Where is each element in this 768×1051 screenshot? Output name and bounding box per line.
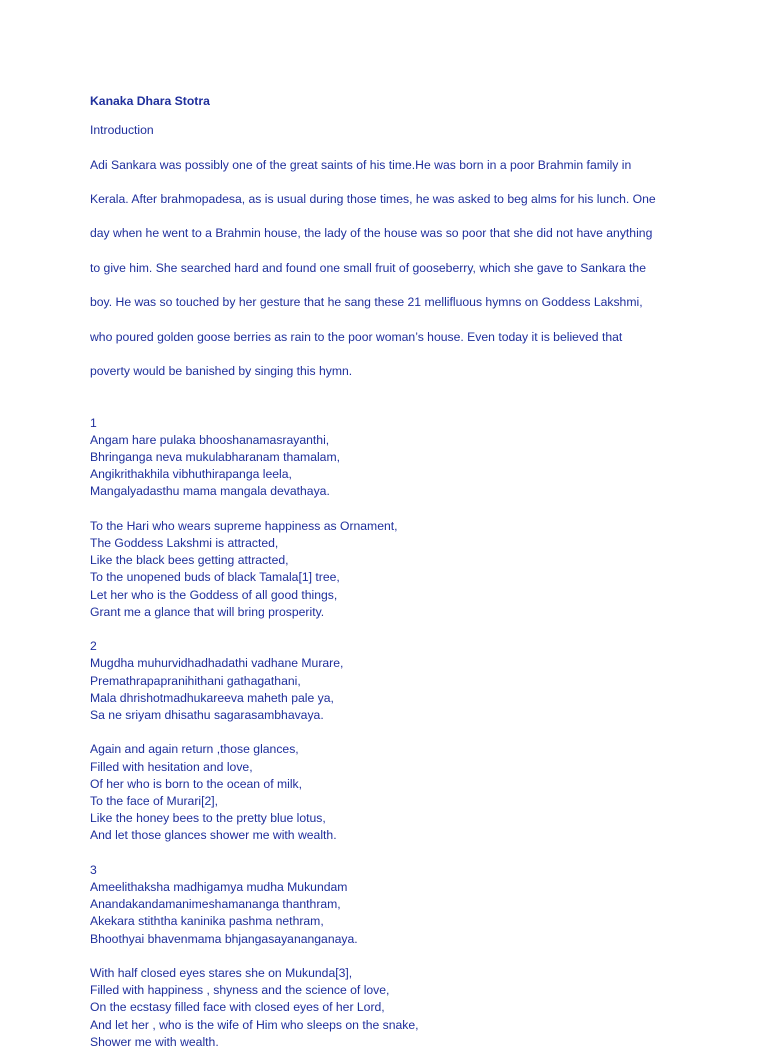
intro-paragraph: [90, 139, 690, 397]
intro-line: poverty would be banished by singing this hymn.: [90, 364, 353, 379]
verse-line: Mugdha muhurvidhadhadathi vadhane Murare,: [90, 656, 344, 671]
translation-line: Let her who is the Goddess of all good things,: [90, 587, 338, 602]
translation-line: Like the black bees getting attracted,: [90, 553, 289, 568]
stanza-section-3: [90, 862, 690, 1051]
document-page: [90, 93, 690, 1051]
translation-line: And let those glances shower me with wealth.: [90, 828, 337, 843]
translation-line: Of her who is born to the ocean of milk,: [90, 776, 303, 791]
translation-line: And let her , who is the wife of Him who sleeps on the snake,: [90, 1017, 419, 1032]
intro-heading: Introduction: [90, 123, 154, 138]
intro-line: to give him. She searched hard and found one small fruit of gooseberry, which she gave to Sankara the: [90, 260, 646, 275]
translation-line: To the Hari who wears supreme happiness as Ornament,: [90, 518, 398, 533]
stanza-number: 3: [90, 862, 97, 877]
verse-line: Angikrithakhila vibhuthirapanga leela,: [90, 467, 292, 482]
verse-line: Premathrapapranihithani gathagathani,: [90, 673, 301, 688]
stanza-translation: [90, 965, 690, 1051]
stanza-number: 2: [90, 639, 97, 654]
translation-line: With half closed eyes stares she on Mukunda[3],: [90, 966, 353, 981]
translation-line: On the ecstasy filled face with closed eyes of her Lord,: [90, 1000, 385, 1015]
translation-line: Filled with hesitation and love,: [90, 759, 253, 774]
verse-line: Bhringanga neva mukulabharanam thamalam,: [90, 450, 340, 465]
translation-line: To the unopened buds of black Tamala[1] tree,: [90, 570, 340, 585]
stanza-translation: [90, 741, 690, 844]
stanza-number: 1: [90, 415, 97, 430]
translation-line: Like the honey bees to the pretty blue lotus,: [90, 811, 326, 826]
stanza-verse: [90, 655, 690, 724]
verse-line: Ameelithaksha madhigamya mudha Mukundam: [90, 880, 348, 895]
verse-line: Mala dhrishotmadhukareeva maheth pale ya,: [90, 690, 334, 705]
document-title: Kanaka Dhara Stotra: [90, 94, 210, 108]
translation-line: Grant me a glance that will bring prosperity.: [90, 604, 325, 619]
stanza-translation: [90, 518, 690, 621]
verse-line: Bhoothyai bhavenmama bhjangasayananganaya.: [90, 931, 358, 946]
verse-line: Mangalyadasthu mama mangala devathaya.: [90, 484, 330, 499]
translation-line: Again and again return ,those glances,: [90, 742, 299, 757]
stanza-section-1: [90, 415, 690, 621]
verse-line: Angam hare pulaka bhooshanamasrayanthi,: [90, 432, 330, 447]
intro-line: Adi Sankara was possibly one of the great saints of his time.He was born in a poor Brahmin family in: [90, 157, 632, 172]
verse-line: Akekara stiththa kaninika pashma nethram,: [90, 914, 324, 929]
intro-line: boy. He was so touched by her gesture that he sang these 21 mellifluous hymns on Goddess Lakshmi,: [90, 295, 643, 310]
intro-line: day when he went to a Brahmin house, the lady of the house was so poor that she did not have anything: [90, 226, 653, 241]
stanza-verse: [90, 432, 690, 501]
verse-line: Sa ne sriyam dhisathu sagarasambhavaya.: [90, 708, 324, 723]
translation-line: To the face of Murari[2],: [90, 794, 219, 809]
translation-line: The Goddess Lakshmi is attracted,: [90, 536, 279, 551]
intro-line: Kerala. After brahmopadesa, as is usual during those times, he was asked to beg alms for his lunch. One: [90, 192, 656, 207]
stanza-verse: [90, 879, 690, 948]
stanza-section-2: [90, 638, 690, 844]
translation-line: Shower me with wealth.: [90, 1034, 219, 1049]
verse-line: Anandakandamanimeshamananga thanthram,: [90, 897, 341, 912]
translation-line: Filled with happiness , shyness and the science of love,: [90, 983, 390, 998]
intro-line: who poured golden goose berries as rain to the poor woman’s house. Even today it is believed that: [90, 329, 623, 344]
